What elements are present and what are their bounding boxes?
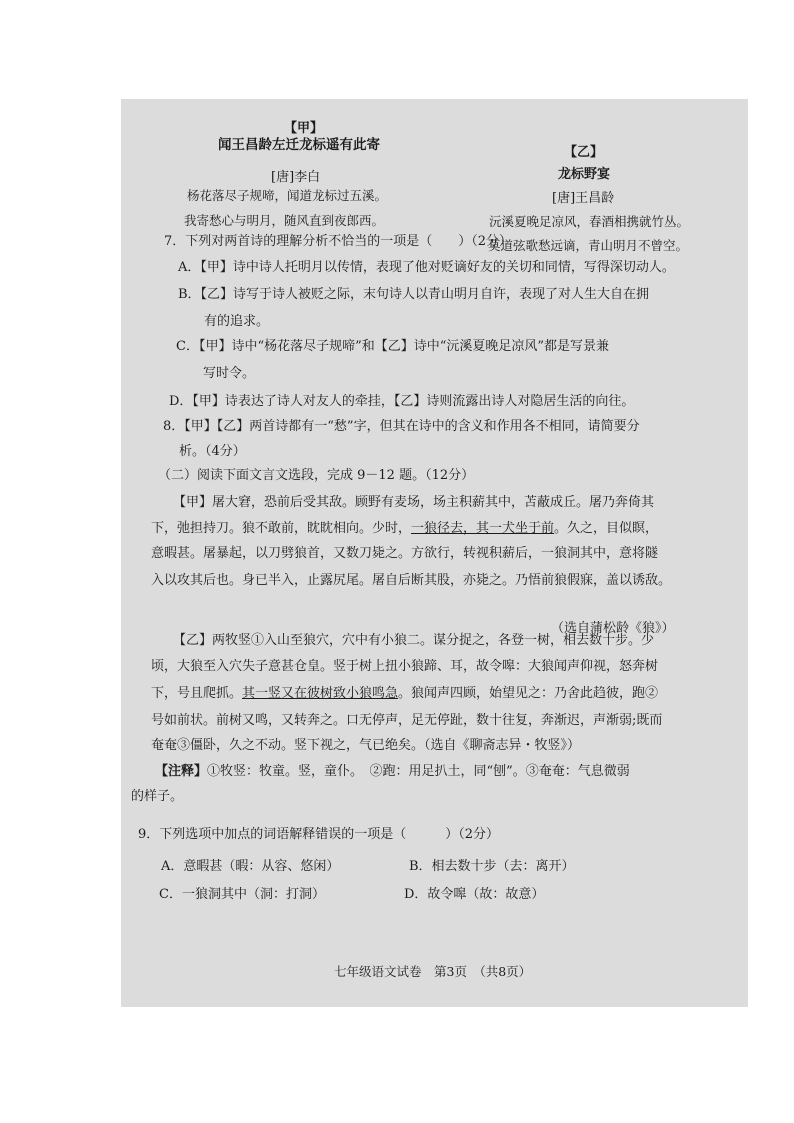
passage-a-line4: 入以攻其后也。身已半入，止露尻尾。屠自后断其股，亦毙之。乃悟前狼假寐，盖以诱敌。: [151, 573, 672, 588]
poem-b-title: 龙标野宴: [558, 167, 611, 182]
passage-a-line3: 意暇甚。屠暴起，以刀劈狼首，又数刀毙之。方欲行，转视积薪后，一狼洞其中，意将隧: [151, 546, 659, 561]
q8-line2: 析。（4分）: [179, 444, 246, 459]
notes-label: 【注释】: [155, 764, 208, 779]
q9-option-c: C．一狼洞其中（洞：打洞）: [159, 887, 325, 902]
passage-a-line2: 下，弛担持刀。狼不敢前，眈眈相向。少时，一狼径去，其一犬坐于前。久之，目似瞑，: [151, 521, 659, 536]
q8-line1: 8．【甲】【乙】两首诗都有一“愁”字，但其在诗中的含义和作用各不相同，请简要分: [163, 419, 640, 434]
q9-option-b: B．相去数十步（去：离开）: [409, 859, 575, 874]
q7-stem: 7．下列对两首诗的理解分析不恰当的一项是（ ）（2分）: [164, 234, 513, 249]
q7-option-d: D．【甲】诗表达了诗人对友人的牵挂，【乙】诗则流露出诗人对隐居生活的向往。: [169, 394, 635, 409]
q7-option-b-line1: B．【乙】诗写于诗人被贬之际，末句诗人以青山明月自许，表现了对人生大自在拥: [178, 287, 650, 302]
passage-a-underlined-sentence: 一狼径去，其一犬坐于前: [411, 521, 555, 536]
passage-b-line5: 奄奄③僵卧，久之不动。竖下视之，气已绝矣。（选自《聊斋志异・牧竖》）: [151, 738, 581, 753]
q9-option-d: D．故令嗥（故：故意）: [404, 887, 545, 902]
section2-header: （二）阅读下面文言文选段，完成 9－12 题。（12分）: [158, 468, 475, 483]
poem-a-author: [唐]李白: [271, 170, 321, 185]
poem-b-line1: 沅溪夏晚足凉风，春酒相携就竹丛。: [489, 214, 690, 229]
passage-b-line2: 顷，大狼至入穴失子意甚仓皇。竖于树上扭小狼蹄、耳，故令嗥：大狼闻声仰视，怒奔树: [151, 659, 659, 674]
q7-option-c-line2: 写时令。: [203, 366, 256, 381]
passage-a-source: （选自蒲松龄《狼》）: [551, 621, 675, 636]
passage-b-line4: 号如前状。前树又鸣，又转奔之。口无停声，足无停趾，数十往复，奔渐迟，声渐弱;既而: [151, 713, 663, 728]
notes-line1: 【注释】①牧竖：牧童。竖，童仆。 ②跑：用足扒土，同“刨”。③奄奄：气息微弱: [155, 764, 630, 779]
poem-a-line2: 我寄愁心与明月，随风直到夜郎西。: [184, 213, 385, 228]
q9-option-a: A．意暇甚（暇：从容、悠闲）: [161, 859, 340, 874]
poem-a-title: 闻王昌龄左迁龙标遥有此寄: [218, 137, 380, 153]
page-footer: 七年级语文试卷 第3页 （共8页）: [334, 964, 532, 979]
poem-a-tag: 【甲】: [284, 121, 324, 136]
poem-b-line2: 莫道弦歌愁远谪，青山明月不曾空。: [488, 238, 689, 253]
notes-line2: 的样子。: [131, 789, 184, 804]
exam-page: [121, 99, 748, 1007]
passage-b-line1: 【乙】两牧竖①入山至狼穴，穴中有小狼二。谋分捉之，各登一树，相去数十步。少: [173, 633, 655, 648]
passage-b-line3: 下，号且爬抓。其一竖又在彼树致小狼鸣急。狼闻声四顾，始望见之：乃舍此趋彼，跑②: [151, 686, 659, 701]
q7-option-c-line1: C．【甲】诗中“杨花落尽子规啼”和【乙】诗中“沅溪夏晚足凉风”都是写景兼: [176, 339, 610, 354]
poem-b-tag: 【乙】: [564, 145, 604, 160]
poem-b-author: [唐]王昌龄: [552, 191, 615, 206]
q9-stem: 9．下列选项中加点的词语解释错误的一项是（ ）（2分）: [138, 827, 500, 842]
poem-a-line1: 杨花落尽子规啼，闻道龙标过五溪。: [187, 188, 388, 203]
passage-a-line1: 【甲】屠大窘，恐前后受其敌。顾野有麦场，场主积薪其中，苫蔽成丘。屠乃奔倚其: [173, 495, 655, 510]
q7-option-b-line2: 有的追求。: [204, 314, 270, 329]
q7-option-a: A．【甲】诗中诗人托明月以传情，表现了他对贬谪好友的关切和同情，写得深切动人。: [178, 260, 675, 275]
passage-b-underlined-sentence: 其一竖又在彼树致小狼鸣急: [242, 686, 399, 701]
